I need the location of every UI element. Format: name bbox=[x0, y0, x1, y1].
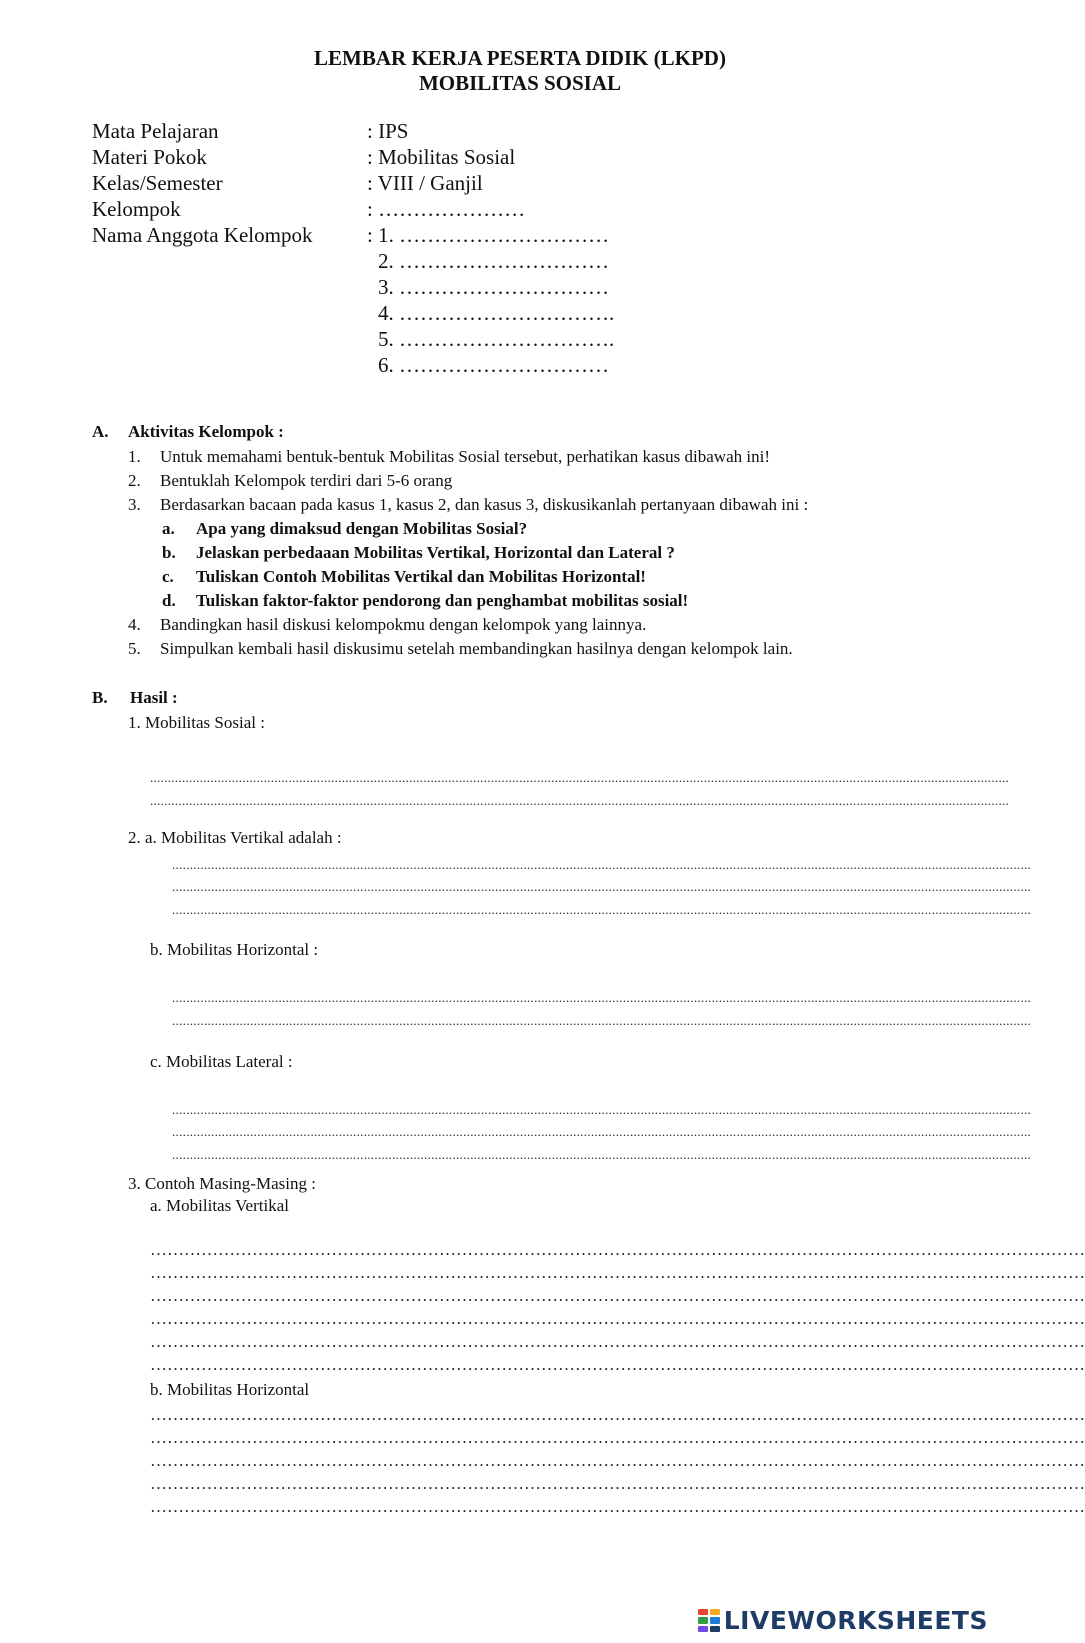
result-question-vertical: 2. a. Mobilitas Vertikal adalah : bbox=[128, 828, 342, 847]
section-b-letter: B. bbox=[92, 688, 108, 707]
question-text: Tuliskan Contoh Mobilitas Vertikal dan Mobilitas Horizontal! bbox=[196, 567, 646, 586]
answer-line[interactable]: ………………………………………………………………………………………………………………………………………………… bbox=[150, 1286, 1085, 1305]
answer-line[interactable]: .................................................................................................................................................................................................................................................. bbox=[150, 793, 1010, 808]
member-field-3[interactable]: 3. ………………………… bbox=[378, 275, 609, 299]
liveworksheets-logo-text: LIVEWORKSHEETS bbox=[723, 1606, 988, 1635]
answer-line[interactable]: ………………………………………………………………………………………………………………………………………………… bbox=[150, 1355, 1085, 1374]
member-field-4[interactable]: 4. …………………………. bbox=[378, 301, 615, 325]
activity-item-text: Bandingkan hasil diskusi kelompokmu dengan kelompok yang lainnya. bbox=[160, 615, 647, 634]
activity-item-number: 5. bbox=[128, 639, 141, 658]
info-label-topic: Materi Pokok bbox=[92, 145, 207, 169]
info-value-subject: : IPS bbox=[367, 119, 409, 143]
result-question-social-mobility: 1. Mobilitas Sosial : bbox=[128, 713, 265, 732]
result-question-horizontal-examples: b. Mobilitas Horizontal bbox=[150, 1380, 310, 1399]
logo-tile bbox=[698, 1617, 708, 1624]
activity-item-number: 3. bbox=[128, 495, 141, 514]
result-question-vertical-examples: a. Mobilitas Vertikal bbox=[150, 1196, 289, 1215]
section-a-letter: A. bbox=[92, 422, 109, 441]
logo-tile bbox=[710, 1617, 720, 1624]
answer-line[interactable]: .................................................................................................................................................................................................................................................. bbox=[150, 770, 1010, 785]
activity-item-number: 2. bbox=[128, 471, 141, 490]
member-field-1[interactable]: : 1. ………………………… bbox=[367, 223, 610, 247]
info-label-class: Kelas/Semester bbox=[92, 171, 223, 195]
answer-line[interactable]: ………………………………………………………………………………………………………………………………………………… bbox=[150, 1474, 1085, 1493]
member-field-5[interactable]: 5. …………………………. bbox=[378, 327, 615, 351]
question-text: Apa yang dimaksud dengan Mobilitas Sosial? bbox=[196, 519, 528, 538]
liveworksheets-logo[interactable] bbox=[698, 1606, 988, 1635]
document-subtitle: MOBILITAS SOSIAL bbox=[418, 71, 622, 95]
activity-item-number: 1. bbox=[128, 447, 141, 466]
answer-line[interactable]: .................................................................................................................................................................................................................................................. bbox=[172, 990, 1032, 1005]
info-label-members: Nama Anggota Kelompok bbox=[92, 223, 313, 247]
answer-line[interactable]: .................................................................................................................................................................................................................................................. bbox=[172, 857, 1032, 872]
section-b-heading: Hasil : bbox=[130, 688, 178, 707]
section-a-heading: Aktivitas Kelompok : bbox=[128, 422, 284, 441]
answer-line[interactable]: ………………………………………………………………………………………………………………………………………………… bbox=[150, 1497, 1085, 1516]
answer-line[interactable]: ………………………………………………………………………………………………………………………………………………… bbox=[150, 1332, 1085, 1351]
answer-line[interactable]: .................................................................................................................................................................................................................................................. bbox=[172, 1013, 1032, 1028]
answer-line[interactable]: .................................................................................................................................................................................................................................................. bbox=[172, 1102, 1032, 1117]
question-letter: b. bbox=[162, 543, 176, 562]
answer-line[interactable]: ………………………………………………………………………………………………………………………………………………… bbox=[150, 1405, 1085, 1424]
info-label-group: Kelompok bbox=[92, 197, 181, 221]
question-text: Jelaskan perbedaaan Mobilitas Vertikal, Horizontal dan Lateral ? bbox=[196, 543, 675, 562]
question-letter: c. bbox=[162, 567, 174, 586]
answer-line[interactable]: ………………………………………………………………………………………………………………………………………………… bbox=[150, 1309, 1085, 1328]
answer-line[interactable]: ………………………………………………………………………………………………………………………………………………… bbox=[150, 1263, 1085, 1282]
answer-line[interactable]: .................................................................................................................................................................................................................................................. bbox=[172, 902, 1032, 917]
info-label-subject: Mata Pelajaran bbox=[92, 119, 219, 143]
answer-line[interactable]: ………………………………………………………………………………………………………………………………………………… bbox=[150, 1428, 1085, 1447]
logo-tile bbox=[710, 1626, 720, 1633]
question-letter: d. bbox=[162, 591, 176, 610]
activity-item-text: Bentuklah Kelompok terdiri dari 5-6 orang bbox=[160, 471, 453, 490]
member-field-6[interactable]: 6. ………………………… bbox=[378, 353, 609, 377]
activity-item-text: Simpulkan kembali hasil diskusimu setelah membandingkan hasilnya dengan kelompok lain. bbox=[160, 639, 793, 658]
question-letter: a. bbox=[162, 519, 175, 538]
answer-line[interactable]: ………………………………………………………………………………………………………………………………………………… bbox=[150, 1451, 1085, 1470]
info-value-group[interactable]: : ………………… bbox=[367, 197, 526, 221]
logo-tile bbox=[698, 1609, 708, 1616]
answer-line[interactable]: .................................................................................................................................................................................................................................................. bbox=[172, 1124, 1032, 1139]
info-value-topic: : Mobilitas Sosial bbox=[367, 145, 516, 169]
activity-item-text: Untuk memahami bentuk-bentuk Mobilitas Sosial tersebut, perhatikan kasus dibawah ini! bbox=[160, 447, 770, 466]
logo-tile bbox=[710, 1609, 720, 1616]
answer-line[interactable]: ………………………………………………………………………………………………………………………………………………… bbox=[150, 1240, 1085, 1259]
result-question-examples: 3. Contoh Masing-Masing : bbox=[128, 1174, 316, 1193]
document-title: LEMBAR KERJA PESERTA DIDIK (LKPD) bbox=[314, 46, 726, 70]
result-question-horizontal: b. Mobilitas Horizontal : bbox=[150, 940, 319, 959]
activity-item-number: 4. bbox=[128, 615, 141, 634]
info-value-class: : VIII / Ganjil bbox=[367, 171, 483, 195]
liveworksheets-logo-icon bbox=[698, 1609, 720, 1633]
answer-line[interactable]: .................................................................................................................................................................................................................................................. bbox=[172, 879, 1032, 894]
logo-tile bbox=[698, 1626, 708, 1633]
answer-line[interactable]: .................................................................................................................................................................................................................................................. bbox=[172, 1147, 1032, 1162]
question-text: Tuliskan faktor-faktor pendorong dan penghambat mobilitas sosial! bbox=[196, 591, 689, 610]
activity-item-text: Berdasarkan bacaan pada kasus 1, kasus 2, dan kasus 3, diskusikanlah pertanyaan dibawah ini : bbox=[160, 495, 809, 514]
member-field-2[interactable]: 2. ………………………… bbox=[378, 249, 609, 273]
result-question-lateral: c. Mobilitas Lateral : bbox=[150, 1052, 293, 1071]
